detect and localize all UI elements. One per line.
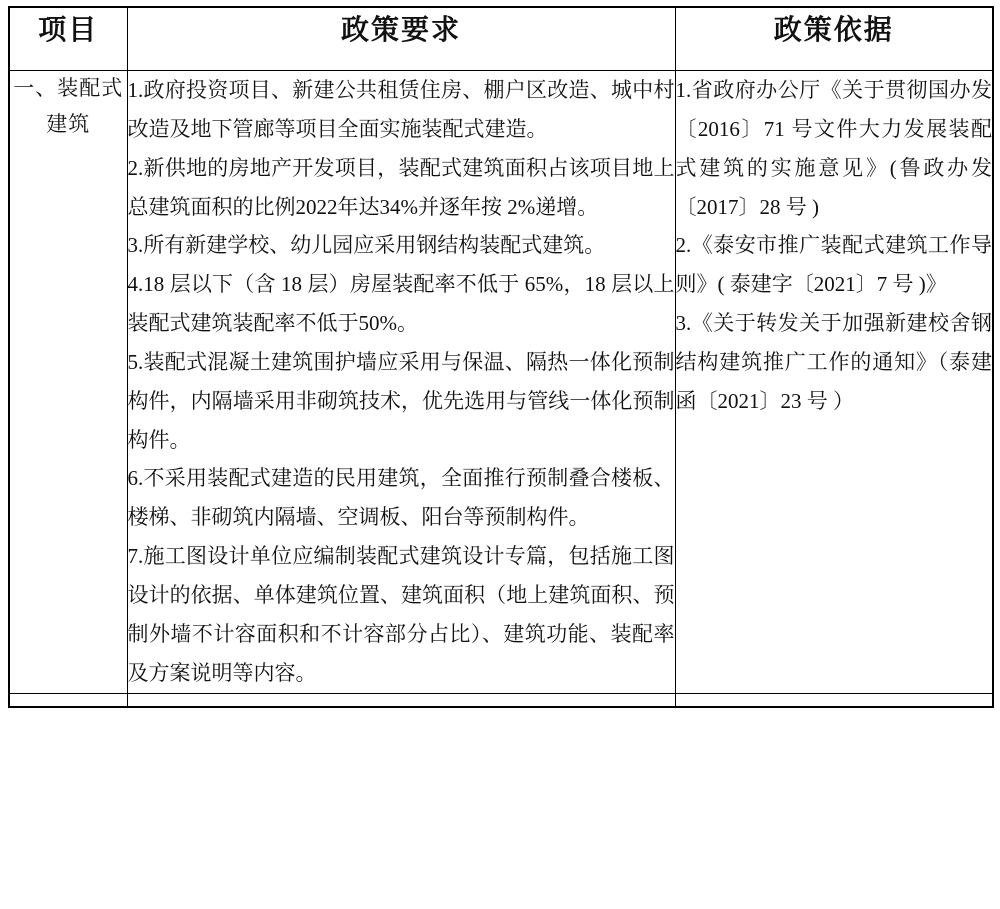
header-basis: 政策依据 [675,7,993,71]
basis-item: 2.《泰安市推广装配式建筑工作导则》( 泰建字〔2021〕7 号 )》 [675,233,992,297]
continuation-cell-basis [675,693,993,707]
requirement-item: 7.施工图设计单位应编制装配式建筑设计专篇，包括施工图设计的依据、单体建筑位置、建筑面积（地上建筑面积、预制外墙不计容面积和不计容部分占比）、建筑功能、装配率及方案说明等内容。 [127,544,675,685]
continuation-cell-requirement [127,693,675,707]
row-category: 一、装配式建筑 [9,71,127,694]
header-item: 项目 [9,7,127,71]
table-row [9,71,993,694]
table-header-row [9,7,993,71]
requirement-item: 4.18 层以下（含 18 层）房屋装配率不低于 65%，18 层以上装配式建筑装配率不低于50%。 [127,272,675,336]
table-body [9,71,993,708]
basis-item: 3.《关于转发关于加强新建校舍钢结构建筑推广工作的通知》（泰建函〔2021〕23 号 ） [675,311,992,413]
header-requirement: 政策要求 [127,7,675,71]
basis-item: 1.省政府办公厅《关于贯彻国办发〔2016〕71 号文件大力发展装配式建筑的实施意见》(鲁政办发〔2017〕28 号 ) [675,78,992,219]
table-row-continuation [9,693,993,707]
requirement-item: 6.不采用装配式建造的民用建筑，全面推行预制叠合楼板、楼梯、非砌筑内隔墙、空调板、阳台等预制构件。 [127,466,675,530]
requirement-item: 1.政府投资项目、新建公共租赁住房、棚户区改造、城中村改造及地下管廊等项目全面实施装配式建造。 [127,78,675,141]
row-basis [675,71,993,694]
requirement-item: 5.装配式混凝土建筑围护墙应采用与保温、隔热一体化预制构件，内隔墙采用非砌筑技术，优先选用与管线一体化预制构件。 [127,349,675,452]
continuation-cell-item [9,693,127,707]
policy-table [8,6,994,708]
row-requirements [127,71,675,694]
table-header [9,7,993,71]
requirement-item: 3.所有新建学校、幼儿园应采用钢结构装配式建筑。 [127,233,606,258]
requirement-item: 2.新供地的房地产开发项目，装配式建筑面积占该项目地上总建筑面积的比例2022年达34%并逐年按 2%递增。 [127,155,675,219]
